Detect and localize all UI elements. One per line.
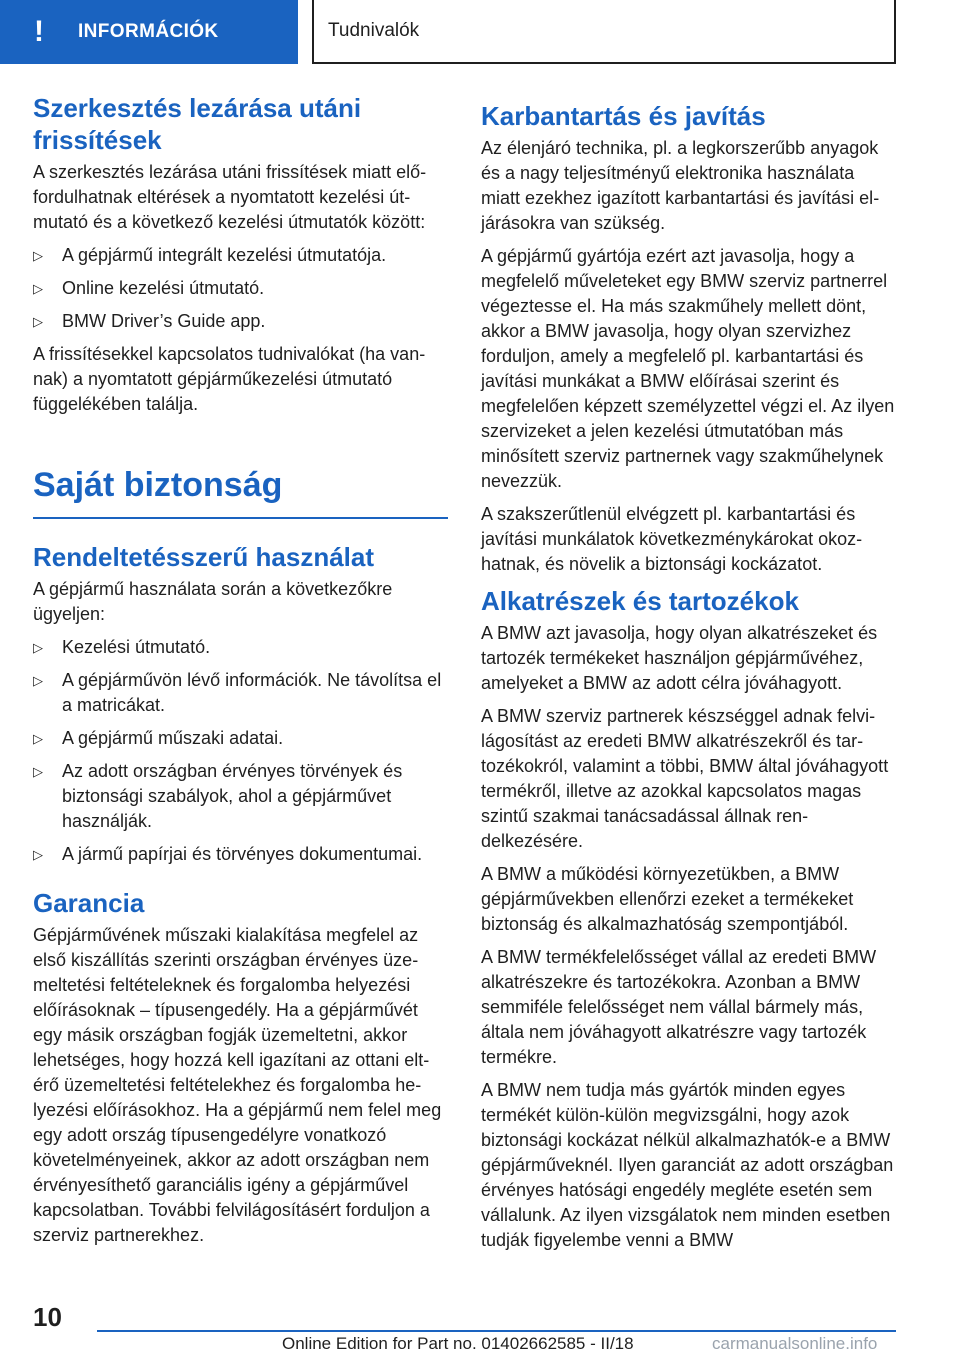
- bullet-list-updates: [33, 243, 448, 334]
- section-title-warranty: Garancia: [33, 888, 145, 918]
- footer-edition: Online Edition for Part no. 01402662585 - II/18: [282, 1334, 634, 1353]
- list-item: ▷ A gépjármű integrált kezelési útmutatója.: [33, 243, 448, 268]
- list-item: ▷ A jármű papírjai és törvényes dokumentumai.: [33, 842, 448, 867]
- paragraph: Gépjárművének műszaki kialakítása megfelel az első kiszállítás szerinti országban érvényes üzemeltetési feltételeknek és forgalomba helyezési előírásoknak – típusengedély. Ha a gépjárművét egy másik országban fogják üzemeltetni, akkor lehetséges, hogy hozzá kell igazítani az ottani eltérő üzemeltetési feltételekhez és forgalomba helyezési előírásokhoz. Ha a gépjármű nem felel meg egy adott ország típusengedélyre vonatkozó követelményeinek, akkor az adott országban nem érvényesíthető garanciális igény a gépjárművel kapcsolatban. További felvilágosításért forduljon a szerviz partnerekhez.: [33, 925, 442, 1245]
- section-title-parts: Alkatrészek és tartozékok: [481, 586, 799, 616]
- chapter-title-safety: Saját biztonság: [33, 465, 448, 519]
- header-tab-informaciok: [0, 0, 298, 64]
- list-item: ▷ A gépjárművön lévő információk. Ne távolítsa el a matricákat.: [33, 670, 442, 715]
- triangle-bullet-icon: ▷: [33, 314, 43, 329]
- page-number: 10: [33, 1302, 62, 1332]
- paragraph: A BMW azt javasolja, hogy olyan alkatrészeket és tartozék termékeket használjon gépjárművéhez, amelyeket a BMW az adott célra jóváhagyott.: [481, 623, 878, 693]
- triangle-bullet-icon: ▷: [33, 847, 43, 862]
- triangle-bullet-icon: ▷: [33, 673, 43, 688]
- section-title-maintenance: Karbantartás és javítás: [481, 101, 766, 131]
- section-title-intended-use: Rendeltetésszerű használat: [33, 542, 375, 572]
- triangle-bullet-icon: ▷: [33, 640, 43, 655]
- paragraph: A BMW termékfelelősséget vállal az eredeti BMW alkatrészekre és tartozékokra. Azonban a BMW semmiféle felelősséget nem vállal bármely más, általa nem jóváhagyott alkatrészre vagy tartozék termékre.: [481, 947, 877, 1067]
- list-item: ▷ Az adott országban érvényes törvények és biztonsági szabályok, ahol a gépjárművet használják.: [33, 761, 403, 831]
- triangle-bullet-icon: ▷: [33, 248, 43, 263]
- paragraph: A BMW szerviz partnerek készséggel adnak felvilágosítást az eredeti BMW alkatrészekről és tartozékokról, valamint a többi, BMW által jóváhagyott termékről, illetve az azokkal kapcsolatos magas szintű szakmai tanácsadással állnak rendelkezésére.: [481, 706, 889, 851]
- list-item: ▷ BMW Driver’s Guide app.: [33, 309, 448, 334]
- section-title-updates: Szerkesztés lezárása utáni frissítések: [33, 93, 362, 155]
- paragraph: A BMW nem tudja más gyártók minden egyes termékét külön-külön megvizsgálni, hogy azok biztonsági kockázat nélkül alkalmazhatók-e a BMW gépjárműveknél. Ilyen garanciát az adott országban érvényes hatósági engedély megléte esetén sem vállalunk. Az ilyen vizsgálatok nem minden esetben tudják figyelembe venni a BMW: [481, 1080, 894, 1250]
- footer-divider: [97, 1330, 896, 1332]
- list-item: ▷ Online kezelési útmutató.: [33, 276, 448, 301]
- paragraph: Az élenjáró technika, pl. a legkorszerűbb anyagok és a nagy teljesítményű elektronika használata miatt ezekhez igazított karbantartási és javítási eljárásokra van szükség.: [481, 138, 880, 233]
- list-item: ▷ A gépjármű műszaki adatai.: [33, 726, 448, 751]
- list-item: ▷ Kezelési útmutató.: [33, 635, 448, 660]
- right-column: [481, 92, 896, 1261]
- header-section-title: Tudnivalók: [312, 0, 896, 64]
- triangle-bullet-icon: ▷: [33, 731, 43, 746]
- watermark: carmanualsonline.info: [712, 1334, 878, 1353]
- paragraph: A gépjármű gyártója ezért azt javasolja, hogy a megfelelő műveleteket egy BMW szerviz partnerrel végeztesse el. Ha más szakműhely mellett dönt, akkor a BMW javasolja, hogy olyan szervizhez forduljon, amely a megfelelő pl. karbantartási és javítási munkákat a BMW előírásai szerint és megfelelően képzett személyzettel végzi el. Az ilyen szervizeket a jelen kezelési útmutatóban más minősített szerviz partnernek vagy szakműhelynek nevezzük.: [481, 246, 895, 491]
- header-tab-label: INFORMÁCIÓK: [78, 21, 219, 42]
- triangle-bullet-icon: ▷: [33, 764, 43, 779]
- paragraph: A szakszerűtlenül elvégzett pl. karbantartási és javítási munkálatok következménykárokat okozhatnak, és növelik a biztonsági kockázatot.: [481, 504, 863, 574]
- paragraph: A BMW a működési környezetükben, a BMW gépjárművekben ellenőrzi ezeket a termékeket biztonság és alkalmazhatóság szempontjából.: [481, 864, 854, 934]
- triangle-bullet-icon: ▷: [33, 281, 43, 296]
- left-column: [33, 92, 448, 1256]
- bullet-list-intended-use: [33, 635, 448, 867]
- exclamation-icon: !: [34, 15, 44, 48]
- paragraph: A szerkesztés lezárása utáni frissítések miatt előfordulhatnak eltérések a nyomtatott kezelési útmutató és a következő kezelési útmutatók között:: [33, 162, 427, 232]
- paragraph: A gépjármű használata során a következőkre ügyeljen:: [33, 579, 393, 624]
- paragraph: A frissítésekkel kapcsolatos tudnivalókat (ha vannak) a nyomtatott gépjárműkezelési útmutató függelékében találja.: [33, 344, 426, 414]
